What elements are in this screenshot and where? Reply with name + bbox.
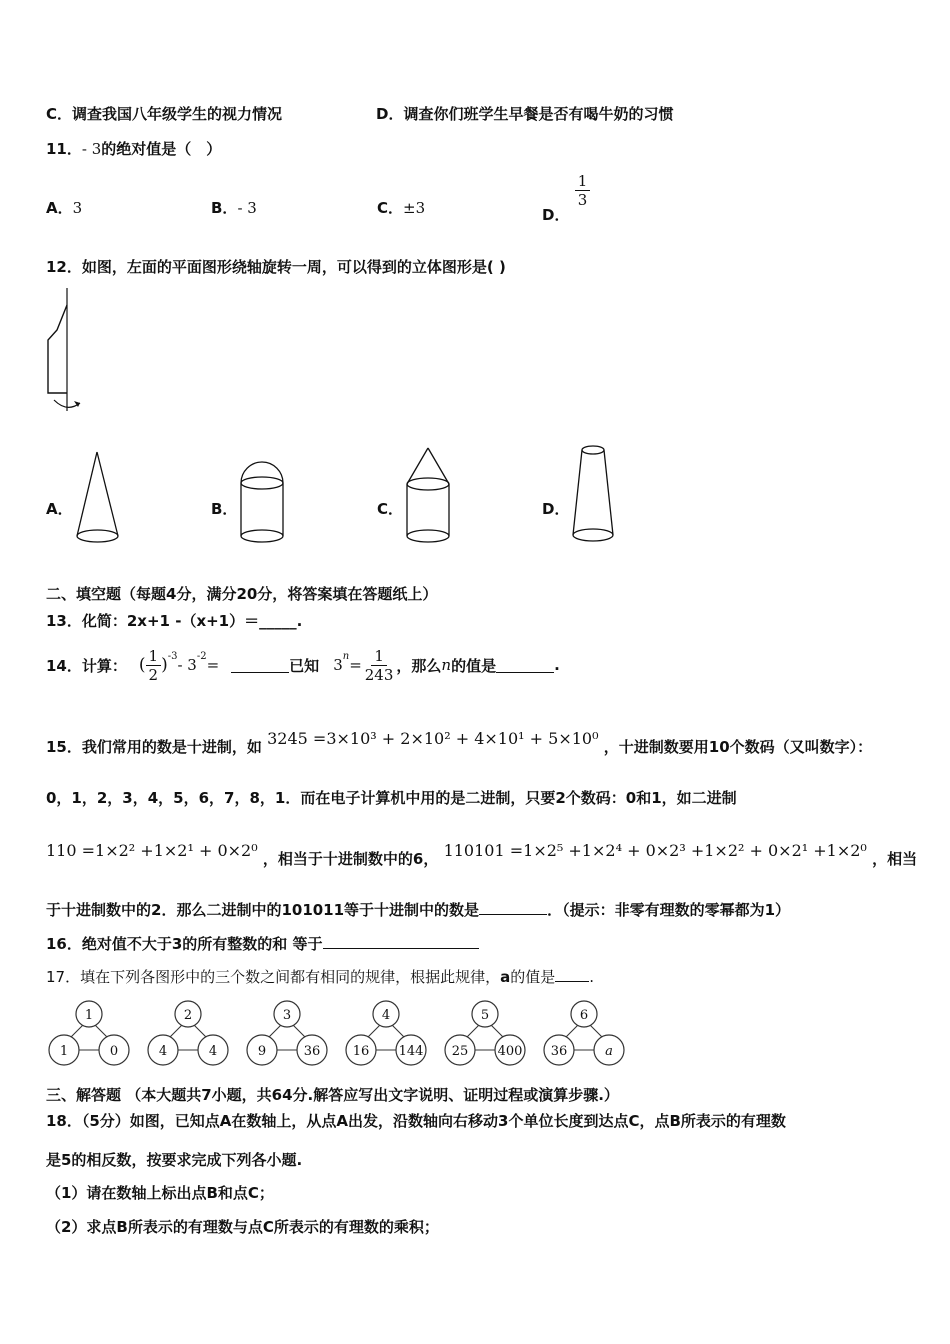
q15-line3-suffix: ，相当 <box>872 850 918 868</box>
q17-figure-4 <box>343 1000 433 1070</box>
q12-option-b-label: B． <box>211 500 238 518</box>
q17-value-right: 4 <box>208 1044 218 1059</box>
q11-option-d-fraction <box>575 172 591 209</box>
q14-result-denominator: 243 <box>364 665 394 684</box>
q10-option-c: C．调查我国八年级学生的视力情况 <box>46 105 283 123</box>
q16-answer-blank[interactable] <box>323 934 479 949</box>
q17-link-top-right <box>194 1025 206 1037</box>
q15-line4-prefix: 于十进制数中的2．那么二进制中的101011等于十进制中的数是 <box>46 901 480 919</box>
q11-expression: - 3 <box>81 140 102 158</box>
q17-variable: a <box>500 968 511 986</box>
q18-line1: 18．（5分）如图，已知点A在数轴上，从点A出发，沿数轴向右移动3个单位长度到达点C，点B所表示的有理数 <box>46 1112 786 1130</box>
q14-exponent-2: -2 <box>196 650 207 662</box>
q17-link-top-right <box>95 1025 107 1037</box>
q17-figure-5 <box>442 1000 532 1070</box>
q17-stem-end: . <box>589 968 595 986</box>
q17-answer-blank[interactable] <box>555 967 589 982</box>
q14-power-exponent: n <box>342 650 350 662</box>
q17-value-right: 144 <box>398 1044 424 1059</box>
q13: 13．化简：2x+1 -（x+1）＝_____. <box>46 612 303 630</box>
section2-heading: 二、填空题（每题4分，满分20分，将答案填在答题纸上） <box>46 585 438 603</box>
cone-figure <box>70 448 130 548</box>
q16-text: 16．绝对值不大于3的所有整数的和 等于 <box>46 935 323 953</box>
q12-option-c-label: C． <box>377 500 404 518</box>
q11-number: 11． <box>46 140 82 158</box>
q12-plane-figure <box>40 285 90 415</box>
q14 <box>46 640 560 690</box>
q15-binary-expression-1: 110 =1×2² +1×2¹ + 0×2⁰ <box>46 841 258 860</box>
q17-stem <box>46 966 594 987</box>
q17-value-top: 6 <box>579 1008 589 1023</box>
q14-result-numerator: 1 <box>371 647 387 666</box>
q14-paren-close: ) <box>161 655 168 675</box>
q15-line4 <box>46 899 790 920</box>
cone-on-cylinder-figure <box>399 438 459 548</box>
q11-option-b-label: B． <box>211 199 238 217</box>
q15-line3 <box>46 841 918 869</box>
q11-option-d-label: D． <box>542 206 570 224</box>
q17-link-top-left <box>170 1025 182 1037</box>
q17-link-top-left <box>566 1025 578 1037</box>
q11-option-b-value: - 3 <box>237 199 257 217</box>
q11-option-a-label: A． <box>46 199 73 217</box>
q17-figure-6 <box>541 1000 631 1070</box>
q14-half-fraction <box>146 647 162 684</box>
q11-option-c-value: ±3 <box>403 199 426 217</box>
q18-line2: 是5的相反数，按要求完成下列各小题. <box>46 1151 303 1169</box>
q11-stem-text: 的绝对值是（ ） <box>101 140 222 158</box>
q15-line2: 0，1，2，3，4，5，6，7，8，1．而在电子计算机中用的是二进制，只要2个数码：0和1，如二进制 <box>46 789 737 807</box>
q14-end: . <box>554 656 560 674</box>
q14-known: 已知 <box>289 656 320 675</box>
q17-stem-prefix: 17．填在下列各图形中的三个数之间都有相同的规律，根据此规律， <box>46 968 501 986</box>
q15-line3-middle: ，相当于十进制数中的6， <box>262 850 439 868</box>
q12-option-d-label: D． <box>542 500 570 518</box>
q11-stem <box>46 138 221 159</box>
q17-link-top-right <box>590 1025 602 1037</box>
q11-option-a-value: 3 <box>72 199 83 217</box>
q17-value-top: 2 <box>183 1008 193 1023</box>
q14-power-base: 3 <box>333 656 343 674</box>
q17-figure-3 <box>244 1000 334 1070</box>
q15-answer-blank[interactable] <box>479 900 547 915</box>
q14-result-fraction <box>362 647 397 684</box>
q11-option-a <box>46 197 82 218</box>
q17-link-top-right <box>491 1025 503 1037</box>
q15-line4-suffix: ．（提示：非零有理数的零幂都为1） <box>547 901 791 919</box>
q14-paren-open: ( <box>138 655 146 675</box>
q16 <box>46 933 479 954</box>
q17-value-left: 1 <box>59 1044 69 1059</box>
q14-blank-1[interactable] <box>231 658 289 673</box>
q14-equals-2: = <box>349 656 362 674</box>
q14-minus-three: - 3 <box>177 656 197 674</box>
hemisphere-on-cylinder-figure <box>233 434 293 544</box>
q17-figure-1 <box>46 1000 136 1070</box>
q14-then: ，那么 <box>396 656 442 675</box>
q10-option-d: D．调查你们班学生早餐是否有喝牛奶的习惯 <box>376 105 674 123</box>
section3-heading: 三、解答题 （本大题共7小题，共64分.解答应写出文字说明、证明过程或演算步骤.） <box>46 1086 619 1104</box>
q12-option-a-label: A． <box>46 500 73 518</box>
q17-value-top: 3 <box>282 1008 292 1023</box>
q12-stem: 12．如图，左面的平面图形绕轴旋转一周，可以得到的立体图形是( ) <box>46 258 506 276</box>
q17-value-top: 4 <box>381 1008 391 1023</box>
q17-link-top-left <box>269 1025 281 1037</box>
q17-value-top: 5 <box>480 1008 490 1023</box>
q17-value-left: 25 <box>451 1044 469 1059</box>
q17-value-right: 400 <box>497 1044 523 1059</box>
q11-option-c-label: C． <box>377 199 404 217</box>
q18-part2: （2）求点B所表示的有理数与点C所表示的有理数的乘积； <box>46 1218 439 1236</box>
q17-value-left: 4 <box>158 1044 168 1059</box>
q11-option-d <box>542 172 590 224</box>
q17-link-top-right <box>392 1025 404 1037</box>
q14-prefix: 14．计算： <box>46 656 127 675</box>
q15-decimal-expression: 3245 =3×10³ + 2×10² + 4×10¹ + 5×10⁰ <box>267 729 599 748</box>
q18-part1: （1）请在数轴上标出点B和点C； <box>46 1184 274 1202</box>
q14-tail: 的值是 <box>451 656 497 675</box>
q17-stem-middle: 的值是 <box>510 968 556 986</box>
q17-value-left: 16 <box>352 1044 370 1059</box>
q14-exponent-1: -3 <box>167 650 178 662</box>
q14-variable: n <box>441 656 452 674</box>
q17-value-right: 36 <box>303 1044 321 1059</box>
q17-link-top-left <box>368 1025 380 1037</box>
q14-half-numerator: 1 <box>146 647 162 666</box>
q15-line1-prefix: 15．我们常用的数是十进制，如 <box>46 738 262 756</box>
q15-binary-expression-2: 110101 =1×2⁵ +1×2⁴ + 0×2³ +1×2² + 0×2¹ +1×2⁰ <box>443 841 867 860</box>
plane-shape-outline <box>48 305 67 393</box>
frustum-figure <box>566 438 626 548</box>
q14-half-denominator: 2 <box>148 665 159 684</box>
q11-option-c <box>377 197 425 218</box>
q17-value-left: 9 <box>257 1044 267 1059</box>
q17-link-top-left <box>71 1025 83 1037</box>
q17-link-top-right <box>293 1025 305 1037</box>
q11-option-b <box>211 197 257 218</box>
q15-line1 <box>46 729 873 757</box>
q17-value-left: 36 <box>550 1044 568 1059</box>
q11-option-d-denominator: 3 <box>577 191 588 209</box>
q17-value-right: 0 <box>109 1044 119 1059</box>
q11-option-d-numerator: 1 <box>575 172 591 191</box>
q15-line1-suffix: ，十进制数要用10个数码（又叫数字）： <box>603 738 873 756</box>
q14-equals: = <box>206 656 220 674</box>
q17-link-top-left <box>467 1025 479 1037</box>
q14-blank-2[interactable] <box>496 658 554 673</box>
q17-figure-2 <box>145 1000 235 1070</box>
q17-value-top: 1 <box>84 1008 94 1023</box>
q17-value-right: a <box>605 1044 613 1059</box>
